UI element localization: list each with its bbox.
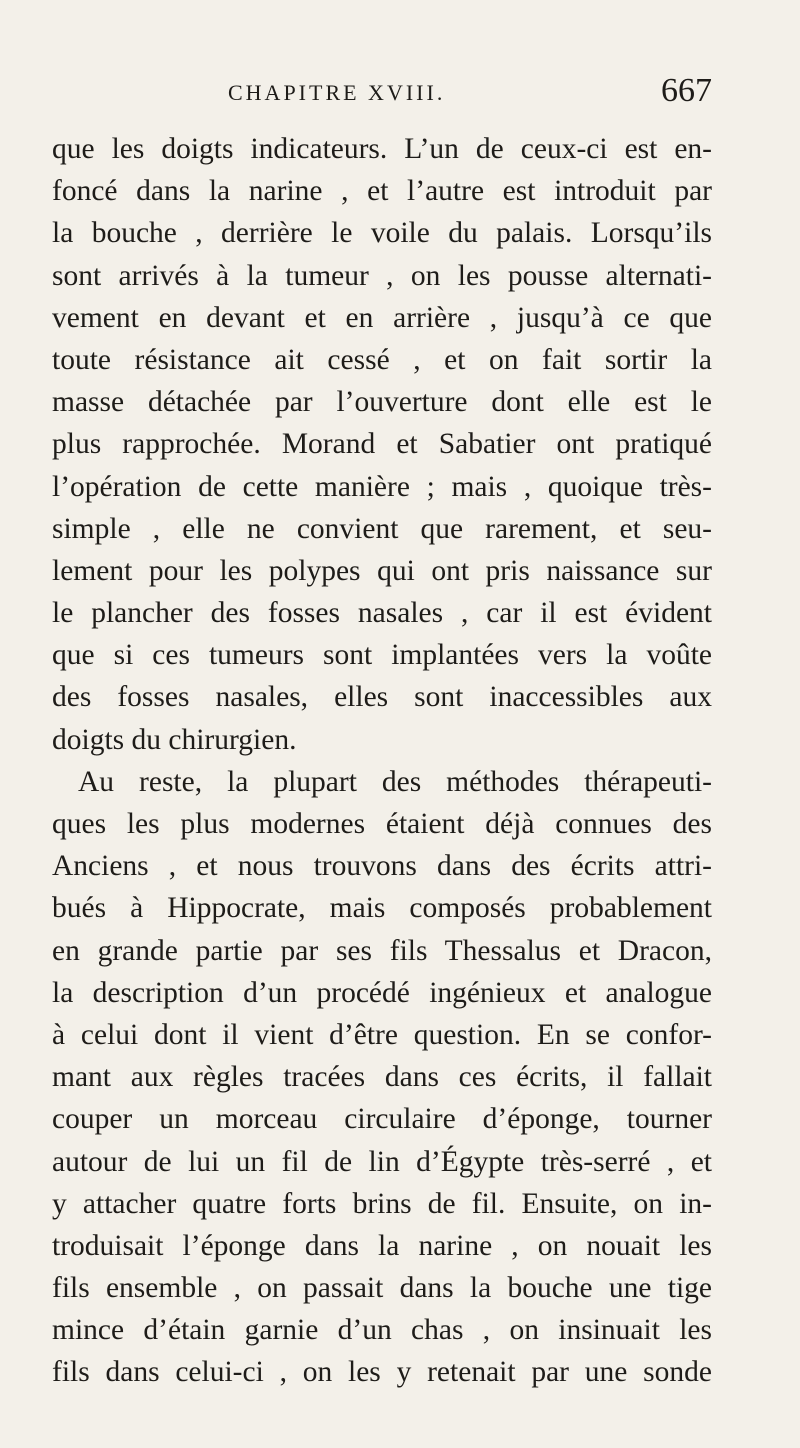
text-line: à celui dont il vient d’être question. En se confor- [52, 1018, 712, 1051]
text-line: doigts du chirurgien. [52, 723, 297, 756]
text-line: ques les plus modernes étaient déjà connues des [52, 808, 712, 840]
text-line: fils ensemble , on passait dans la bouche une tige [52, 1272, 712, 1305]
text-line: Au reste, la plupart des méthodes thérapeuti- [78, 765, 712, 798]
text-line: en grande partie par ses fils Thessalus et Dracon, [52, 934, 712, 967]
text-line: fils dans celui-ci , on les y retenait par une sonde [52, 1356, 712, 1389]
text-line: lement pour les polypes qui ont pris naissance sur [52, 554, 712, 587]
text-line: vement en devant et en arrière , jusqu’à ce que [52, 301, 712, 334]
text-line: simple , elle ne convient que rarement, et seu- [52, 512, 712, 545]
text-line: foncé dans la narine , et l’autre est introduit par [52, 175, 712, 208]
text-line: sont arrivés à la tumeur , on les pousse alternati- [52, 259, 712, 292]
page-header [52, 72, 712, 124]
body-text [52, 128, 712, 1394]
text-line: Anciens , et nous trouvons dans des écrits attri- [52, 850, 712, 883]
text-line: des fosses nasales, elles sont inaccessibles aux [52, 681, 712, 714]
text-line: que si ces tumeurs sont implantées vers la voûte [52, 639, 712, 672]
text-line: bués à Hippocrate, mais composés probablement [52, 892, 712, 925]
text-line: y attacher quatre forts brins de fil. Ensuite, on in- [52, 1187, 712, 1220]
text-line: mant aux règles tracées dans ces écrits, il fallait [52, 1061, 712, 1094]
text-line: la bouche , derrière le voile du palais. Lorsqu’ils [52, 217, 712, 250]
text-line: toute résistance ait cessé , et on fait sortir la [52, 343, 712, 376]
page-number: 667 [661, 72, 712, 109]
text-line: que les doigts indicateurs. L’un de ceux-ci est en- [52, 133, 712, 165]
text-line: troduisait l’éponge dans la narine , on nouait les [52, 1229, 712, 1262]
text-line: couper un morceau circulaire d’éponge, tourner [52, 1103, 712, 1136]
text-line: plus rapprochée. Morand et Sabatier ont pratiqué [52, 428, 712, 461]
running-head: CHAPITRE XVIII. [228, 80, 446, 105]
text-line: masse détachée par l’ouverture dont elle est le [52, 386, 712, 419]
text-line: l’opération de cette manière ; mais , quoique très- [52, 470, 712, 503]
text-line: le plancher des fosses nasales , car il est évident [52, 597, 712, 630]
text-line: mince d’étain garnie d’un chas , on insinuait les [52, 1314, 712, 1347]
text-line: la description d’un procédé ingénieux et analogue [52, 976, 712, 1009]
text-line: autour de lui un fil de lin d’Égypte très-serré , et [52, 1145, 712, 1178]
